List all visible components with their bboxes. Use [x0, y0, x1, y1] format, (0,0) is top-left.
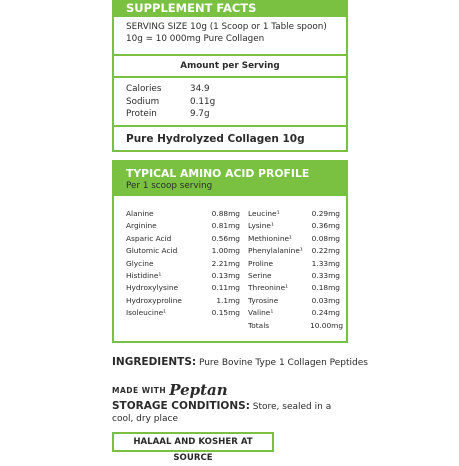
amino-name: Alanine — [126, 209, 154, 218]
amino-value: 0.33mg — [311, 270, 340, 280]
amino-name: Threonine¹ — [248, 283, 289, 293]
amount-header: Amount per Serving — [114, 54, 346, 78]
nutrient-name: Protein — [126, 109, 157, 119]
amino-title: TYPICAL AMINO ACID PROFILE — [126, 167, 310, 180]
amino-row — [126, 220, 240, 232]
serving-collagen: 10g = 10 000mg Pure Collagen — [126, 34, 265, 44]
amino-name: Isoleucine¹ — [126, 308, 167, 318]
halaal-kosher-badge: HALAAL AND KOSHER AT SOURCE — [112, 432, 274, 452]
amino-value: 0.03mg — [311, 295, 340, 305]
amino-value: 2.21mg — [211, 258, 240, 268]
amino-header — [114, 162, 346, 196]
amino-name: Serine — [248, 270, 272, 280]
amino-name: Histidine¹ — [126, 270, 162, 280]
amino-row — [126, 270, 240, 282]
amino-name: Proline — [248, 258, 274, 268]
nutrient-name: Sodium — [126, 96, 160, 107]
amino-name: Valine¹ — [248, 308, 274, 318]
amino-column-right — [248, 208, 344, 332]
amino-value: 0.88mg — [211, 209, 240, 218]
amino-name: Lysine¹ — [248, 221, 274, 231]
amino-row — [126, 295, 240, 307]
amino-name: Hydroxylysine — [126, 283, 179, 293]
amino-value: 0.13mg — [211, 270, 240, 280]
amino-value: 1.00mg — [211, 246, 240, 256]
amino-subtitle: Per 1 scoop serving — [126, 181, 213, 191]
amino-row — [248, 295, 340, 307]
amino-row — [248, 245, 340, 257]
amino-row — [248, 258, 340, 270]
amino-value: 1.1mg — [216, 295, 240, 305]
amino-row — [126, 282, 240, 294]
made-with-label: MADE WITH — [112, 385, 167, 395]
amino-column-left — [126, 208, 240, 320]
nutrient-name: Calories — [126, 84, 162, 94]
amino-name: Asparic Acid — [126, 233, 172, 243]
amino-row — [248, 282, 340, 294]
storage-label: STORAGE CONDITIONS: — [112, 400, 250, 412]
amino-name: Totals — [248, 320, 270, 330]
nutrient-row — [126, 96, 346, 109]
amino-name: Glycine — [126, 258, 154, 268]
nutrient-value: 9.7g — [190, 109, 210, 119]
amino-row — [248, 320, 344, 332]
amino-value: 0.36mg — [311, 221, 340, 231]
nutrient-row — [126, 83, 346, 96]
amino-value: 0.56mg — [211, 233, 240, 243]
amino-row — [248, 208, 340, 220]
nutrient-row — [126, 108, 346, 121]
amino-row — [248, 220, 340, 232]
amino-name: Phenylalanine¹ — [248, 246, 303, 256]
amino-value: 0.08mg — [311, 233, 340, 243]
amino-row — [126, 208, 240, 220]
amino-name: Hydroxyproline — [126, 295, 182, 305]
storage-text: Store, sealed in a cool, dry place — [112, 402, 332, 424]
amino-value: 0.18mg — [311, 283, 340, 293]
nutrient-value: 0.11g — [190, 96, 216, 107]
pure-collagen-footer: Pure Hydrolyzed Collagen 10g — [114, 125, 346, 155]
peptan-logo: Peptan — [169, 381, 228, 399]
amino-value: 1.33mg — [311, 258, 340, 268]
amino-row — [248, 233, 340, 245]
supplement-facts-panel — [112, 0, 348, 152]
amino-row — [126, 307, 240, 319]
storage-conditions — [112, 400, 352, 425]
amino-value: 10.00mg — [310, 320, 344, 330]
amino-name: Leucine¹ — [248, 209, 280, 218]
amino-acid-panel — [112, 160, 348, 343]
amino-name: Glutomic Acid — [126, 246, 178, 256]
amino-value: 0.22mg — [311, 246, 340, 256]
amino-name: Arginine — [126, 221, 157, 231]
amino-row — [126, 245, 240, 257]
supplement-facts-title: SUPPLEMENT FACTS — [114, 0, 346, 17]
ingredients — [112, 356, 368, 368]
made-with — [112, 381, 228, 399]
amino-name: Methionine¹ — [248, 233, 293, 243]
serving-size: SERVING SIZE 10g (1 Scoop or 1 Table spoon) — [126, 22, 327, 32]
amino-value: 0.81mg — [211, 221, 240, 231]
nutrient-value: 34.9 — [190, 84, 210, 94]
ingredients-text: Pure Bovine Type 1 Collagen Peptides — [196, 358, 368, 368]
amino-row — [248, 270, 340, 282]
amino-value: 0.29mg — [311, 209, 340, 218]
amino-value: 0.24mg — [311, 308, 340, 318]
amino-value: 0.11mg — [211, 283, 240, 293]
serving-info — [114, 17, 346, 54]
amino-name: Tyrosine — [248, 295, 279, 305]
nutrient-list — [114, 78, 346, 125]
amino-row — [126, 233, 240, 245]
ingredients-label: INGREDIENTS: — [112, 356, 197, 368]
amino-value: 0.15mg — [211, 308, 240, 318]
amino-row — [248, 307, 340, 319]
amino-row — [126, 258, 240, 270]
